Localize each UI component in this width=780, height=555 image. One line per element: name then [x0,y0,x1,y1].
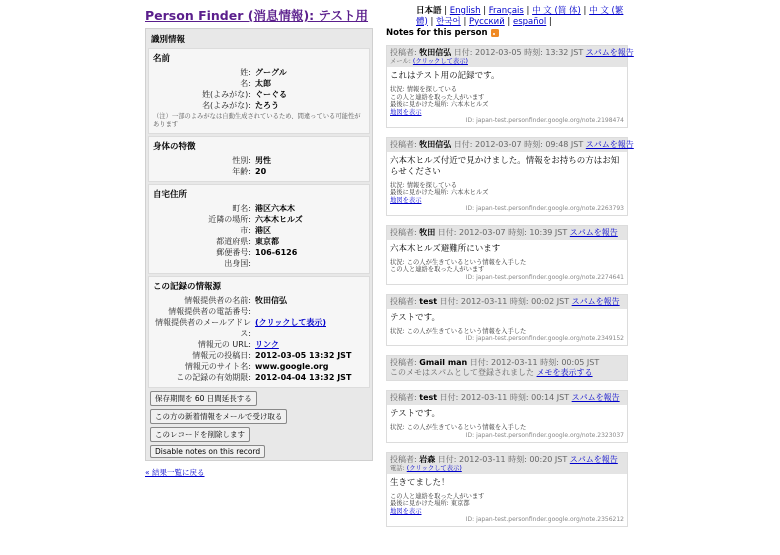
hidden-note-text: このメモはスパムとして登録されました [390,368,534,377]
note-body [387,240,627,284]
note-text: 六本木ヒルズ付近で見かけました。情報をお持ちの方はお知らせください [390,155,620,177]
notes-title-text: Notes for this person [386,28,488,38]
field-label: 情報提供者の名前: [184,296,251,305]
field-value: グーグル [255,68,287,77]
note-author: 牧田信弘 [419,48,452,57]
field-label: 出身国: [224,259,251,268]
field-value: ぐーぐる [255,90,287,99]
identity-panel [145,28,373,461]
report-spam-link[interactable]: スパムを報告 [585,48,634,57]
field-value: 20 [255,167,267,176]
field-label: 情報元のサイト名: [184,362,251,371]
reading-disclaimer: （注）一部のよみがなは自動生成されているため、間違っている可能性があります [153,113,361,128]
notes-title [386,28,628,38]
note-card [386,137,634,216]
note-status: 状況: この人が生きているという情報を入手した [390,424,527,431]
report-spam-link[interactable]: スパムを報告 [571,296,620,306]
disable-notes-button[interactable]: Disable notes on this record [150,445,265,458]
note-date: 2012-03-11 時刻: 00:02 JST [460,296,570,306]
field-label: 名(よみがな): [202,101,251,110]
date-label: 日付: [439,296,459,306]
field-label: 年齢: [232,167,251,176]
note-last-seen: 最後に見かけた場所: 東京都 [390,500,470,507]
note-date: 2012-03-07 時刻: 10:39 JST [459,227,568,237]
date-label: 日付: [469,358,489,367]
note-status: 状況: 情報を探している [390,86,458,93]
note-card [386,452,628,527]
name-section-title: 名前 [153,54,171,64]
note-date: 2012-03-11 時刻: 00:20 JST [459,454,568,464]
back-to-results-link[interactable]: « 結果一覧に戻る [145,468,205,477]
physical-section [148,136,370,182]
show-email-link[interactable]: (クリックして表示) [255,318,326,327]
delete-record-button[interactable]: このレコードを削除します [150,427,250,442]
show-map-link[interactable]: 地図を表示 [390,196,422,204]
date-label: 日付: [453,48,473,57]
field-value: 東京都 [255,237,279,246]
report-spam-link[interactable]: スパムを報告 [569,454,618,464]
note-date: 2012-03-05 時刻: 13:32 JST [475,48,584,57]
field-value: 港区六本木 [255,204,295,213]
identity-panel-title: 識別情報 [151,35,186,45]
date-label: 日付: [453,139,473,149]
email-label: メール: [390,58,411,65]
field-label: 情報元の投稿日: [192,351,251,360]
date-label: 日付: [437,454,457,464]
field-value: 2012-04-04 13:32 JST [255,373,352,382]
field-value [255,317,365,339]
note-card [386,45,634,128]
field-row [153,203,365,214]
note-header [387,138,634,152]
note-last-seen: 最後に見かけた場所: 六本木ヒルズ [390,189,489,196]
field-value: 男性 [255,156,271,165]
field-value: www.google.org [255,362,329,371]
field-label: 情報元の URL: [197,340,251,349]
note-status: 状況: この人が生きているという情報を入手した [390,258,527,266]
field-value: 106-6126 [255,248,298,257]
field-value: 太郎 [255,79,271,88]
field-label: 性別: [232,156,251,165]
note-card [386,390,628,443]
author-label: 投稿者: [390,296,417,306]
hidden-note [386,355,628,381]
author-label: 投稿者: [390,48,417,57]
field-label: 名: [240,79,251,88]
note-author: test [419,393,438,402]
source-section [148,276,370,388]
note-status: 状況: 情報を探している [390,181,458,189]
author-label: 投稿者: [390,393,417,402]
rss-feed-icon[interactable] [491,29,499,37]
field-row [153,214,365,225]
report-spam-link[interactable]: スパムを報告 [569,227,618,237]
author-label: 投稿者: [390,454,417,464]
field-row [153,225,365,236]
note-body [387,309,627,346]
source-section-title: この記録の情報源 [153,282,222,292]
note-card [386,225,628,285]
source-url-link[interactable]: リンク [255,340,279,349]
field-row [153,100,365,111]
lang-english[interactable]: English [449,6,481,16]
field-label: 町名: [232,204,251,213]
lang-chinese-simplified[interactable]: 中 文 (简 体) [532,6,581,16]
field-row [153,306,365,317]
note-card [386,294,628,347]
field-value: 牧田信弘 [255,296,287,305]
note-date: 2012-03-07 時刻: 09:48 JST [475,139,584,149]
field-row [153,339,365,350]
date-label: 日付: [439,393,459,402]
note-text: 生きてました！ [390,477,450,488]
note-contact: この人と連絡を取った人がいます [390,266,485,273]
note-header [387,226,627,240]
show-email-link[interactable]: (クリックして表示) [412,58,468,65]
field-label: 情報提供者の電話番号: [168,307,251,316]
name-section [148,48,370,134]
lang-french[interactable]: Français [488,6,524,16]
field-row [153,350,365,361]
note-id: ID: japan-test.personfinder.google.org/note.2263793 [465,204,624,212]
field-value: 2012-03-05 13:32 JST [255,351,352,360]
note-body [387,67,627,127]
extend-expiry-button[interactable]: 保存期間を 60 日間延長する [150,391,257,406]
lang-korean[interactable]: 한국어 [436,16,461,27]
note-text: テストです。 [390,409,440,419]
field-label: 郵便番号: [216,248,251,257]
lang-chinese-traditional[interactable]: 中 文 (繁 體) [416,6,624,27]
author-label: 投稿者: [390,139,417,149]
note-body [387,405,627,442]
field-label: 情報提供者のメールアドレス: [155,318,251,338]
note-author: Gmail man [419,358,468,367]
field-row [153,67,365,78]
note-body [387,152,627,215]
report-spam-link[interactable]: スパムを報告 [571,393,620,402]
language-bar: 日本語 | English | Français | 中 文 (简 体) | 中 文 (繁 體) | 한국어 | Русский | español | [416,6,624,27]
address-section-title: 自宅住所 [153,190,188,200]
field-row [153,78,365,89]
field-row [153,295,365,306]
lang-current: 日本語 [416,6,442,16]
field-label: 近隣の場所: [208,215,251,224]
phone-label: 電話: [390,464,405,472]
author-label: 投稿者: [390,227,417,237]
field-value: たろう [255,101,279,110]
note-body [387,474,627,526]
show-note-link[interactable]: メモを表示する [536,368,593,377]
note-id: ID: japan-test.personfinder.google.org/note.2198474 [465,116,624,124]
field-value [255,306,365,317]
author-label: 投稿者: [390,358,417,367]
field-label: 都道府県: [216,237,251,246]
field-row [153,89,365,100]
note-author: test [419,296,438,306]
date-label: 日付: [437,227,457,237]
field-label: 姓(よみがな): [202,90,251,99]
field-row [153,372,365,383]
note-header [387,391,627,405]
field-row [153,361,365,372]
note-text: 六本木ヒルズ避難所にいます [390,243,501,254]
note-phone [390,465,624,472]
subscribe-button[interactable]: この方の新着情報をメールで受け取る [150,409,287,424]
person-details [145,28,373,478]
note-id: ID: japan-test.personfinder.google.org/note.2274641 [465,273,624,281]
physical-section-title: 身体の特徴 [153,142,196,152]
field-row [153,166,365,177]
action-buttons [148,391,370,458]
field-row [153,236,365,247]
note-text: これはテスト用の記録です。 [390,71,500,81]
note-date: 2012-03-11 時刻: 00:14 JST [460,393,570,402]
page-title[interactable]: Person Finder (消息情報): テスト用 [145,8,369,23]
field-row [153,317,365,339]
note-date: 2012-03-11 時刻: 00:05 JST [491,358,600,367]
field-value [255,258,365,269]
show-map-link[interactable]: 地図を表示 [390,108,422,116]
note-author: 牧田信弘 [419,139,452,149]
note-contact: この人と連絡を取った人がいます [390,93,485,101]
note-author: 岩森 [419,454,436,464]
field-label: この記録の有効期限: [176,373,251,382]
note-id: ID: japan-test.personfinder.google.org/note.2323037 [465,431,624,439]
report-spam-link[interactable]: スパムを報告 [585,139,634,149]
note-email [390,58,624,65]
note-last-seen: 最後に見かけた場所: 六本木ヒルズ [390,101,489,108]
note-text: テストです。 [390,312,440,323]
field-row [153,247,365,258]
field-value [255,339,365,350]
note-id: ID: japan-test.personfinder.google.org/note.2356212 [465,515,624,523]
note-header [387,46,634,67]
show-phone-link[interactable]: (クリックして表示) [406,464,462,472]
address-section [148,184,370,274]
field-value: 港区 [255,226,271,235]
field-label: 姓: [240,68,251,77]
show-map-link[interactable]: 地図を表示 [390,507,422,515]
note-header [387,453,627,474]
note-contact: この人と連絡を取った人がいます [390,492,485,500]
notes-column [386,28,634,536]
field-row [153,155,365,166]
field-label: 市: [240,226,251,235]
field-row [153,258,365,269]
field-value: 六本木ヒルズ [255,215,303,224]
note-status: 状況: この人が生きているという情報を入手した [390,327,527,335]
lang-russian[interactable]: Русский [469,16,505,27]
note-author: 牧田 [419,227,436,237]
note-header [387,295,627,309]
note-id: ID: japan-test.personfinder.google.org/note.2349152 [465,335,624,342]
lang-spanish[interactable]: español [513,16,547,27]
